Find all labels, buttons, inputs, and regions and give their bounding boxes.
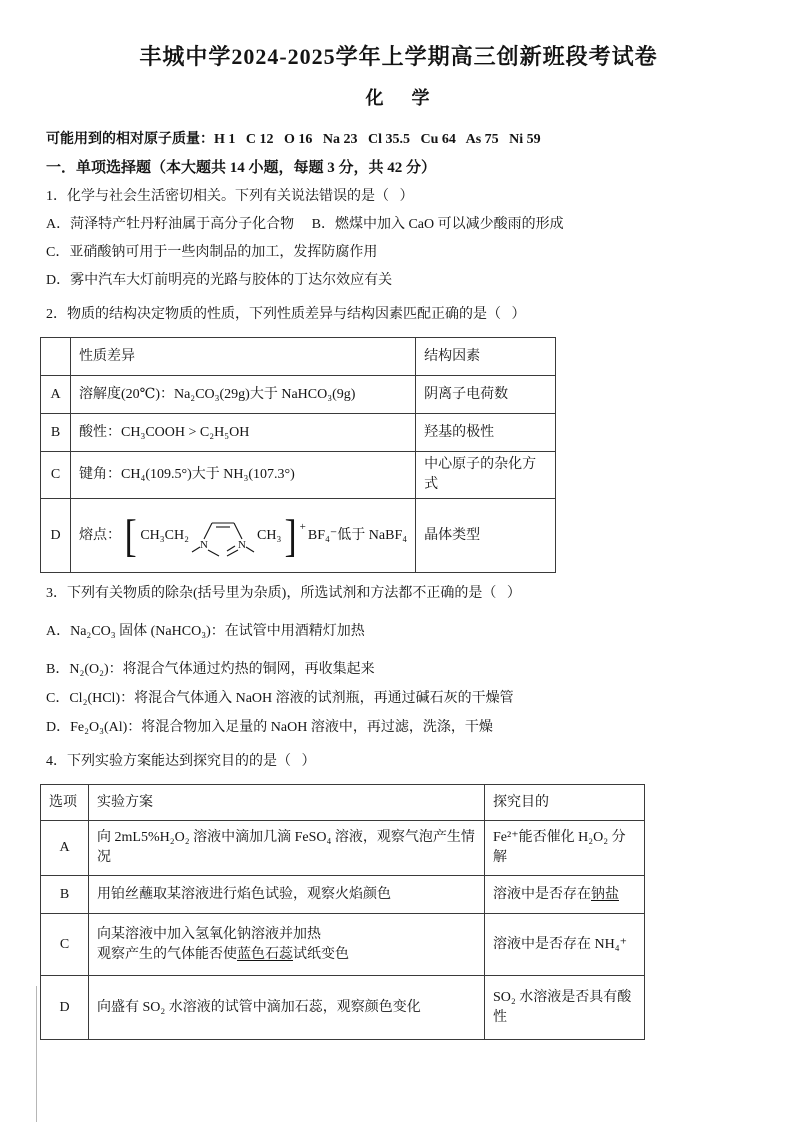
question-3 bbox=[46, 579, 751, 742]
atomic-masses-line: 可能用到的相对原子质量：H 1 C 12 O 16 Na 23 Cl 35.5 Cu 64 As 75 Ni 59 bbox=[46, 132, 541, 147]
q2-row-c-option: C bbox=[41, 452, 71, 499]
cation-charge-label: + bbox=[299, 520, 306, 533]
q4-row-b-scheme: 用铂丝蘸取某溶液进行焰色试验，观察火焰颜色 bbox=[89, 876, 485, 914]
q4-header-option: 选项 bbox=[41, 785, 89, 821]
q2-table-header-row bbox=[41, 338, 556, 376]
q2-row-c-factor: 中心原子的杂化方式 bbox=[416, 452, 556, 499]
q3-option-c: C．Cl₂(HCl)：将混合气体通入 NaOH 溶液的试剂瓶，再通过碱石灰的干燥管 bbox=[46, 691, 514, 706]
q2-row-a-prop: 溶解度(20℃)：Na₂CO₃(29g)大于 NaHCO₃(9g) bbox=[71, 376, 416, 414]
purpose-underlined-text: 钠盐 bbox=[591, 886, 619, 902]
q2-row-b-factor: 羟基的极性 bbox=[416, 414, 556, 452]
table-row bbox=[41, 499, 556, 573]
q4-row-d-purpose: SO₂ 水溶液是否具有酸性 bbox=[485, 976, 645, 1040]
q3-option-a: A．Na₂CO₃ 固体 (NaHCO₃)：在试管中用酒精灯加热 bbox=[46, 624, 365, 639]
q3-stem: 3．下列有关物质的除杂(括号里为杂质)，所选试剂和方法都不正确的是（ ） bbox=[46, 586, 521, 601]
q2-row-d-prop bbox=[71, 499, 416, 573]
subject-title: 化 学 bbox=[365, 88, 432, 108]
scheme-text: 观察产生的气体能否使 bbox=[97, 946, 237, 962]
q4-row-d-option: D bbox=[41, 976, 89, 1040]
table-row bbox=[41, 414, 556, 452]
question-2 bbox=[46, 301, 751, 573]
section-heading: 一．单项选择题（本大题共 14 小题，每题 3 分，共 42 分） bbox=[46, 160, 437, 176]
q2-row-c-prop: 键角：CH₄(109.5°)大于 NH₃(107.3°) bbox=[71, 452, 416, 499]
table-row bbox=[41, 821, 645, 876]
q2-header-factor: 结构因素 bbox=[416, 338, 556, 376]
table-row bbox=[41, 876, 645, 914]
q4-row-a-purpose: Fe²⁺能否催化 H₂O₂ 分解 bbox=[485, 821, 645, 876]
q4-row-b-purpose bbox=[485, 876, 645, 914]
q2-row-b-prop: 酸性：CH₃COOH > C₂H₅OH bbox=[71, 414, 416, 452]
q2-stem: 2．物质的结构决定物质的性质，下列性质差异与结构因素匹配正确的是（ ） bbox=[46, 307, 526, 322]
bracket-close: ] bbox=[284, 509, 298, 561]
imidazolium-ring-diagram bbox=[191, 513, 255, 559]
scheme-text: 试纸变色 bbox=[293, 946, 349, 962]
q2-row-d-option: D bbox=[41, 499, 71, 573]
ethyl-group-label: CH₃CH₂ bbox=[140, 527, 189, 543]
anion-comparison-label: BF₄⁻低于 NaBF₄ bbox=[307, 527, 408, 543]
bracket-open: [ bbox=[124, 509, 137, 561]
table-row bbox=[41, 376, 556, 414]
q4-row-c-purpose: 溶液中是否存在 NH₄⁺ bbox=[485, 914, 645, 976]
page-margin-line bbox=[36, 986, 37, 1122]
nitrogen-atom-label: N bbox=[238, 538, 246, 551]
q1-option-c: C．亚硝酸钠可用于一些肉制品的加工，发挥防腐作用 bbox=[46, 245, 378, 260]
scheme-line-2 bbox=[97, 945, 476, 965]
q4-row-c-scheme bbox=[89, 914, 485, 976]
q4-row-d-scheme: 向盛有 SO₂ 水溶液的试管中滴加石蕊，观察颜色变化 bbox=[89, 976, 485, 1040]
table-row bbox=[41, 914, 645, 976]
q2-row-d-factor: 晶体类型 bbox=[416, 499, 556, 573]
q3-option-b: B．N₂(O₂)：将混合气体通过灼热的铜网，再收集起来 bbox=[46, 662, 375, 677]
q4-row-c-option: C bbox=[41, 914, 89, 976]
q1-option-ab: A．菏泽特产牡丹籽油属于高分子化合物 B．燃煤中加入 CaO 可以减少酸雨的形成 bbox=[46, 217, 564, 232]
scheme-line-1: 向某溶液中加入氢氧化钠溶液并加热 bbox=[97, 926, 321, 942]
q2-row-b-option: B bbox=[41, 414, 71, 452]
q4-header-purpose: 探究目的 bbox=[485, 785, 645, 821]
q4-row-b-option: B bbox=[41, 876, 89, 914]
q2-header-empty-cell bbox=[41, 338, 71, 376]
q2-row-a-factor: 阴离子电荷数 bbox=[416, 376, 556, 414]
imidazolium-structure bbox=[79, 509, 408, 561]
q4-row-a-scheme: 向 2mL5%H₂O₂ 溶液中滴加几滴 FeSO₄ 溶液，观察气泡产生情况 bbox=[89, 821, 485, 876]
q4-stem: 4．下列实验方案能达到探究目的的是（ ） bbox=[46, 754, 316, 769]
table-row bbox=[41, 976, 645, 1040]
table-row bbox=[41, 452, 556, 499]
question-4 bbox=[46, 748, 751, 1040]
q4-header-scheme: 实验方案 bbox=[89, 785, 485, 821]
melting-point-label: 熔点： bbox=[79, 527, 121, 543]
page-title: 丰城中学2024-2025学年上学期高三创新班段考试卷 bbox=[139, 44, 658, 69]
q1-stem: 1．化学与社会生活密切相关。下列有关说法错误的是（ ） bbox=[46, 189, 414, 204]
q3-option-d: D．Fe₂O₃(Al)：将混合物加入足量的 NaOH 溶液中，再过滤，洗涤，干燥 bbox=[46, 720, 493, 735]
q4-table-header-row bbox=[41, 785, 645, 821]
question-1 bbox=[46, 183, 751, 295]
purpose-text: 溶液中是否存在 bbox=[493, 886, 591, 902]
q2-header-prop: 性质差异 bbox=[71, 338, 416, 376]
q4-row-a-option: A bbox=[41, 821, 89, 876]
scheme-underlined-text: 蓝色石蕊 bbox=[237, 946, 293, 962]
q1-option-d: D．雾中汽车大灯前明亮的光路与胶体的丁达尔效应有关 bbox=[46, 273, 393, 288]
nitrogen-atom-label: N bbox=[200, 538, 208, 551]
q2-row-a-option: A bbox=[41, 376, 71, 414]
methyl-group-label: CH₃ bbox=[257, 527, 282, 543]
q4-table bbox=[40, 784, 645, 1040]
q2-table bbox=[40, 337, 556, 573]
